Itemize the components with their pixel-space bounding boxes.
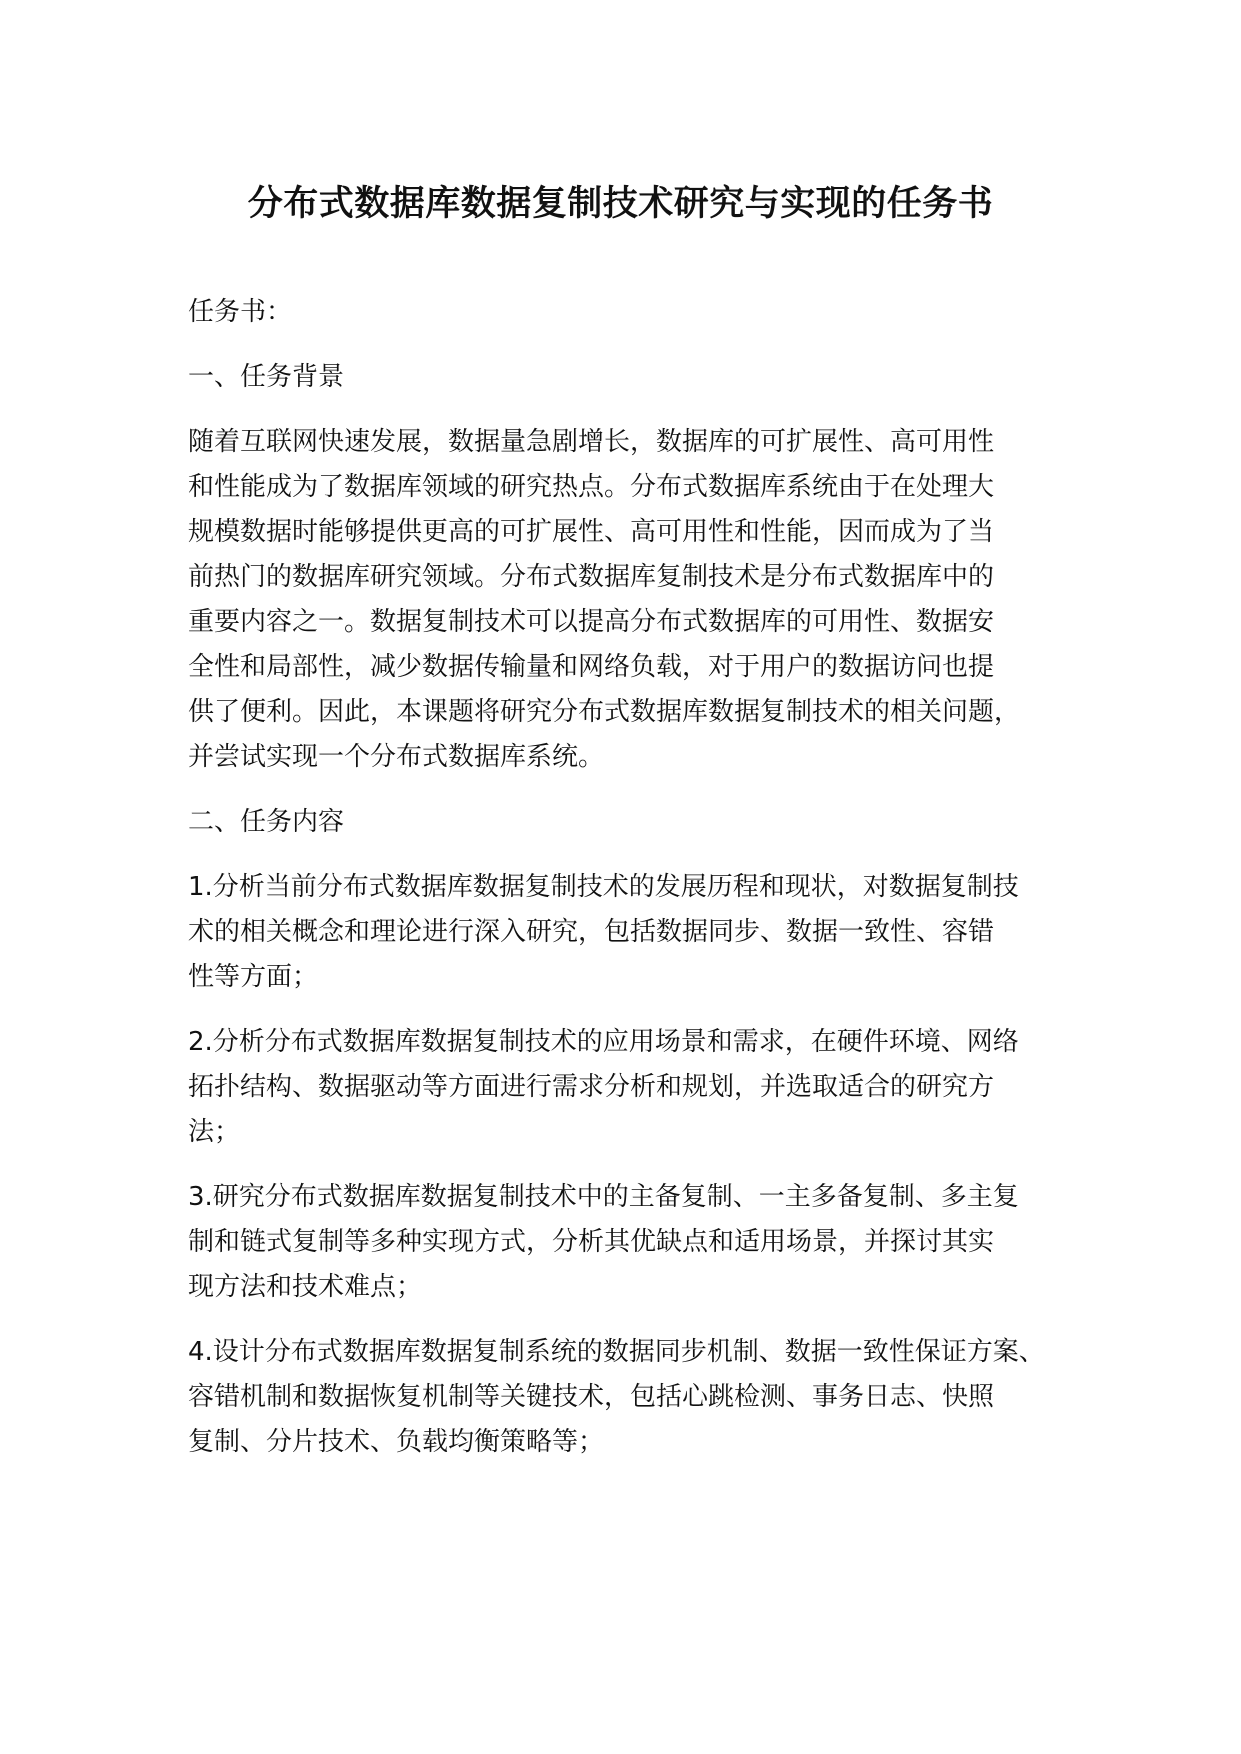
item-line: 性等方面；	[188, 962, 319, 992]
item-line: 法；	[188, 1117, 241, 1147]
paragraph-line: 随着互联网快速发展，数据量急剧增长，数据库的可扩展性、高可用性	[188, 427, 995, 457]
item-line: 3.研究分布式数据库数据复制技术中的主备复制、一主多备复制、多主复	[188, 1182, 1019, 1212]
item-line: 容错机制和数据恢复机制等关键技术，包括心跳检测、事务日志、快照	[188, 1382, 995, 1412]
section-heading-content: 二、任务内容	[188, 807, 345, 837]
paragraph-line: 和性能成为了数据库领域的研究热点。分布式数据库系统由于在处理大	[188, 472, 995, 502]
paragraph-line: 规模数据时能够提供更高的可扩展性、高可用性和性能，因而成为了当	[188, 517, 995, 547]
paragraph-line: 前热门的数据库研究领域。分布式数据库复制技术是分布式数据库中的	[188, 562, 995, 592]
task-item-2	[188, 1020, 1088, 1155]
document-title: 分布式数据库数据复制技术研究与实现的任务书	[247, 184, 994, 224]
task-item-4	[188, 1330, 1088, 1465]
task-item-3	[188, 1175, 1088, 1310]
task-label: 任务书：	[188, 297, 293, 327]
task-item-1	[188, 865, 1088, 1000]
paragraph-line: 全性和局部性，减少数据传输量和网络负载，对于用户的数据访问也提	[188, 652, 995, 682]
item-line: 拓扑结构、数据驱动等方面进行需求分析和规划，并选取适合的研究方	[188, 1072, 995, 1102]
section-heading-background: 一、任务背景	[188, 362, 345, 392]
item-line: 1.分析当前分布式数据库数据复制技术的发展历程和现状，对数据复制技	[188, 872, 1019, 902]
paragraph-line: 重要内容之一。数据复制技术可以提高分布式数据库的可用性、数据安	[188, 607, 995, 637]
paragraph-line: 供了便利。因此，本课题将研究分布式数据库数据复制技术的相关问题，	[188, 697, 1021, 727]
item-line: 复制、分片技术、负载均衡策略等；	[188, 1427, 605, 1457]
item-line: 制和链式复制等多种实现方式，分析其优缺点和适用场景，并探讨其实	[188, 1227, 995, 1257]
item-line: 4.设计分布式数据库数据复制系统的数据同步机制、数据一致性保证方案、	[188, 1337, 1045, 1367]
item-line: 2.分析分布式数据库数据复制技术的应用场景和需求，在硬件环境、网络	[188, 1027, 1019, 1057]
paragraph-line: 并尝试实现一个分布式数据库系统。	[188, 742, 605, 772]
item-line: 术的相关概念和理论进行深入研究，包括数据同步、数据一致性、容错	[188, 917, 995, 947]
item-line: 现方法和技术难点；	[188, 1272, 423, 1302]
document-body	[188, 290, 1088, 1465]
background-paragraph	[188, 420, 1088, 780]
